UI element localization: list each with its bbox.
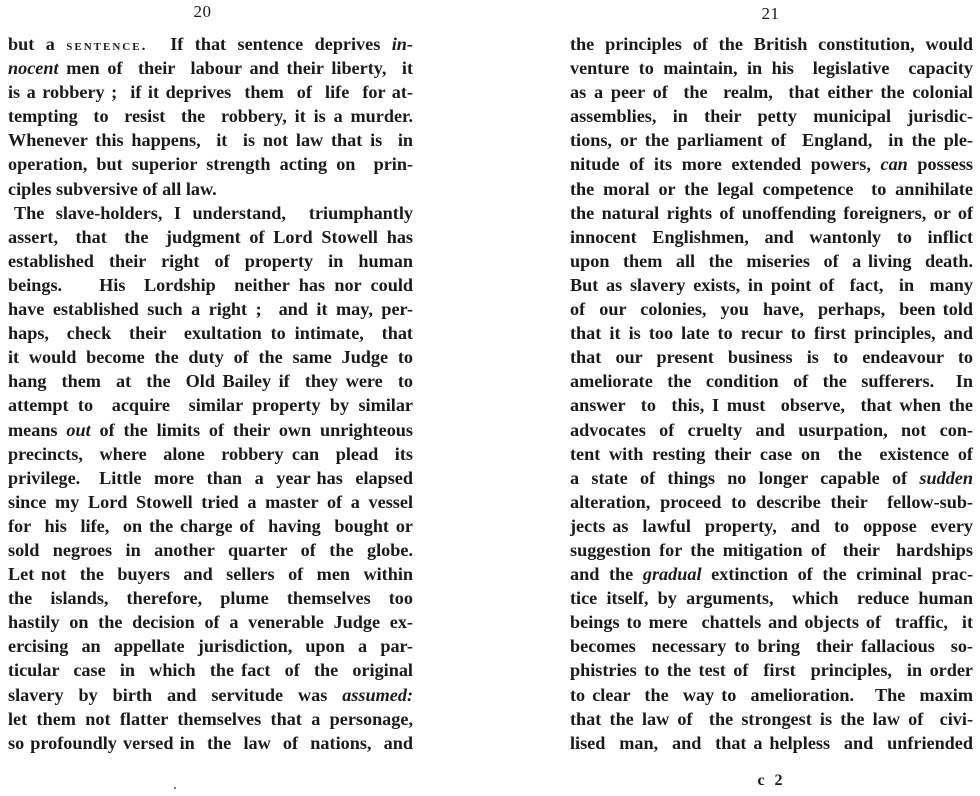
text-run: of our colonies, you have, perhaps, been told	[570, 299, 973, 320]
text-line	[570, 297, 973, 321]
text-run: hang them at the Old Bailey if they were to	[8, 371, 413, 392]
italic-text: sudden	[919, 467, 973, 488]
text-run: of the limits of their own unrighteous	[90, 419, 413, 440]
text-line	[570, 249, 973, 273]
text-line	[570, 683, 973, 707]
text-run: extinction of the criminal prac-	[701, 564, 973, 585]
text-run: that our present business is to endeavour to	[570, 347, 973, 368]
text-line	[570, 201, 973, 225]
text-run: nitude of its more extended powers,	[570, 154, 881, 175]
text-line	[570, 128, 973, 152]
text-run: lised man, and that a helpless and unfriended	[570, 732, 973, 753]
signature-mark: c 2	[757, 772, 786, 789]
text-run: operation, but superior strength acting on prin-	[8, 154, 413, 175]
text-line	[570, 393, 973, 417]
text-run: venture to maintain, in his legislative capacity	[570, 58, 973, 79]
text-line	[8, 152, 413, 176]
text-line	[570, 466, 973, 490]
text-line	[570, 658, 973, 682]
text-line	[8, 586, 413, 610]
text-run: sold negroes in another quarter of the globe.	[8, 539, 413, 560]
text-line	[8, 562, 413, 586]
right-page	[570, 0, 973, 796]
text-line	[8, 201, 413, 225]
text-line	[8, 466, 413, 490]
text-run: a state of things no longer capable of	[570, 467, 920, 488]
text-line	[8, 273, 413, 297]
text-line	[8, 514, 413, 538]
text-run: But as slavery exists, in point of fact, in many	[570, 274, 973, 295]
page-number: 21	[761, 4, 780, 23]
text-run: that it is too late to recur to first principles, and	[570, 323, 973, 344]
text-run: tent with resting their case on the existence of	[570, 443, 973, 464]
text-run: The slave-holders, I understand, triumphantly	[14, 202, 413, 223]
text-line	[570, 418, 973, 442]
text-line	[570, 634, 973, 658]
text-line	[8, 369, 413, 393]
text-run: ticular case in which the fact of the original	[8, 660, 413, 681]
text-line	[8, 634, 413, 658]
text-line	[8, 683, 413, 707]
text-run: since my Lord Stowell tried a master of a vessel	[8, 491, 413, 512]
page-number: 20	[193, 2, 212, 21]
text-run: hastily on the decision of a venerable Judge ex-	[8, 612, 413, 633]
left-page-text	[8, 32, 413, 755]
text-run: so profoundly versed in the law of nations, and	[8, 732, 413, 753]
text-line	[8, 297, 413, 321]
text-line	[8, 32, 413, 56]
text-line	[8, 104, 413, 128]
text-run: it would become the duty of the same Judge to	[8, 347, 413, 368]
text-run: ameliorate the condition of the sufferers. In	[570, 371, 973, 392]
text-run: beings to mere chattels and objects of traffic, it	[570, 612, 973, 633]
text-run: answer to this, I must observe, that when the	[570, 395, 973, 416]
text-line	[8, 393, 413, 417]
text-line	[570, 273, 973, 297]
text-run: possess	[907, 154, 973, 175]
italic-text: gradual	[642, 564, 702, 585]
italic-text: nocent	[8, 58, 59, 79]
text-run: phistries to the test of first principles, in order	[570, 660, 973, 681]
scan-speck	[174, 787, 176, 789]
text-run: let them not flatter themselves that a personage,	[8, 708, 413, 729]
text-run: upon them all the miseries of a living death.	[570, 250, 973, 271]
text-line	[8, 658, 413, 682]
text-line	[570, 369, 973, 393]
text-run: attempt to acquire similar property by similar	[8, 395, 413, 416]
text-run: assert, that the judgment of Lord Stowell has	[8, 226, 413, 247]
text-run: the natural rights of unoffending foreigners, or of	[570, 202, 973, 223]
italic-text: out	[66, 419, 91, 440]
text-run: suggestion for the mitigation of their hardships	[570, 539, 973, 560]
text-line	[8, 418, 413, 442]
text-line	[570, 707, 973, 731]
text-run: for his life, on the charge of having bought or	[8, 515, 413, 536]
text-run: that the law of the strongest is the law of civi-	[570, 708, 973, 729]
text-run: Whenever this happens, it is not law that is in	[8, 130, 413, 151]
text-run: alteration, proceed to describe their fellow-sub-	[570, 491, 973, 512]
text-run: If that sentence deprives	[147, 34, 392, 54]
text-line	[570, 56, 973, 80]
text-run: beings. His Lordship neither has nor could	[8, 274, 413, 295]
left-page	[8, 0, 413, 796]
text-run: precincts, where alone robbery can plead its	[8, 443, 413, 464]
text-line	[570, 610, 973, 634]
text-run: Let not the buyers and sellers of men within	[8, 564, 413, 585]
text-run: as a peer of the realm, that either the colonial	[570, 82, 973, 103]
text-line	[570, 321, 973, 345]
text-run: the moral or the legal competence to annihilate	[570, 178, 973, 199]
text-run: assemblies, in their petty municipal jurisdic-	[570, 106, 973, 127]
text-line	[570, 562, 973, 586]
text-run: the islands, therefore, plume themselves too	[8, 588, 413, 609]
text-run: becomes necessary to bring their fallacious so-	[570, 636, 973, 657]
text-run: ciples subversive of all law.	[8, 178, 217, 199]
text-run: advocates of cruelty and usurpation, not con-	[570, 419, 973, 440]
text-run: means	[8, 419, 67, 440]
text-line	[570, 490, 973, 514]
italic-text: can	[880, 154, 908, 175]
text-run: slavery by birth and servitude was	[8, 684, 343, 705]
text-run: ercising an appellate jurisdiction, upon a par-	[8, 636, 413, 657]
text-line	[8, 490, 413, 514]
text-run: tice itself, by arguments, which reduce human	[570, 588, 973, 609]
text-line	[8, 731, 413, 755]
text-run: tempting to resist the robbery, it is a murder.	[8, 106, 413, 127]
text-line	[570, 345, 973, 369]
text-line	[570, 731, 973, 755]
text-run: privilege. Little more than a year has elapsed	[8, 467, 413, 488]
text-line	[570, 32, 973, 56]
text-run: jects as lawful property, and to oppose every	[570, 515, 973, 536]
text-run: to clear the way to amelioration. The maxim	[570, 684, 973, 705]
text-line	[570, 152, 973, 176]
text-line	[8, 610, 413, 634]
italic-text: assumed:	[342, 684, 413, 705]
text-line	[570, 80, 973, 104]
text-run: tions, or the parliament of England, in the ple-	[570, 130, 973, 151]
text-run: established their right of property in human	[8, 250, 413, 271]
text-run: but a	[8, 34, 67, 54]
text-line	[570, 177, 973, 201]
text-run: men of their labour and their liberty, it	[58, 58, 413, 79]
text-run: the principles of the British constitution, would	[570, 34, 973, 54]
text-line	[570, 586, 973, 610]
text-run: haps, check their exultation to intimate, that	[8, 323, 413, 344]
right-page-text	[570, 32, 973, 755]
text-line	[570, 225, 973, 249]
text-line	[570, 442, 973, 466]
text-line	[8, 56, 413, 80]
text-line	[570, 514, 973, 538]
text-line	[8, 249, 413, 273]
text-line	[8, 128, 413, 152]
text-run: and the	[570, 564, 643, 585]
text-line	[8, 225, 413, 249]
text-line	[8, 538, 413, 562]
text-run: have established such a right ; and it may, per-	[8, 299, 413, 320]
text-line	[570, 104, 973, 128]
text-line	[8, 177, 413, 201]
small-caps-text: sentence.	[66, 38, 148, 54]
text-line	[8, 80, 413, 104]
text-line	[8, 707, 413, 731]
text-run: innocent Englishmen, and wantonly to inflict	[570, 226, 973, 247]
text-line	[570, 538, 973, 562]
text-line	[8, 345, 413, 369]
text-line	[8, 442, 413, 466]
text-run: is a robbery ; if it deprives them of life for at-	[8, 82, 413, 103]
text-line	[8, 321, 413, 345]
italic-text: in-	[391, 34, 413, 54]
